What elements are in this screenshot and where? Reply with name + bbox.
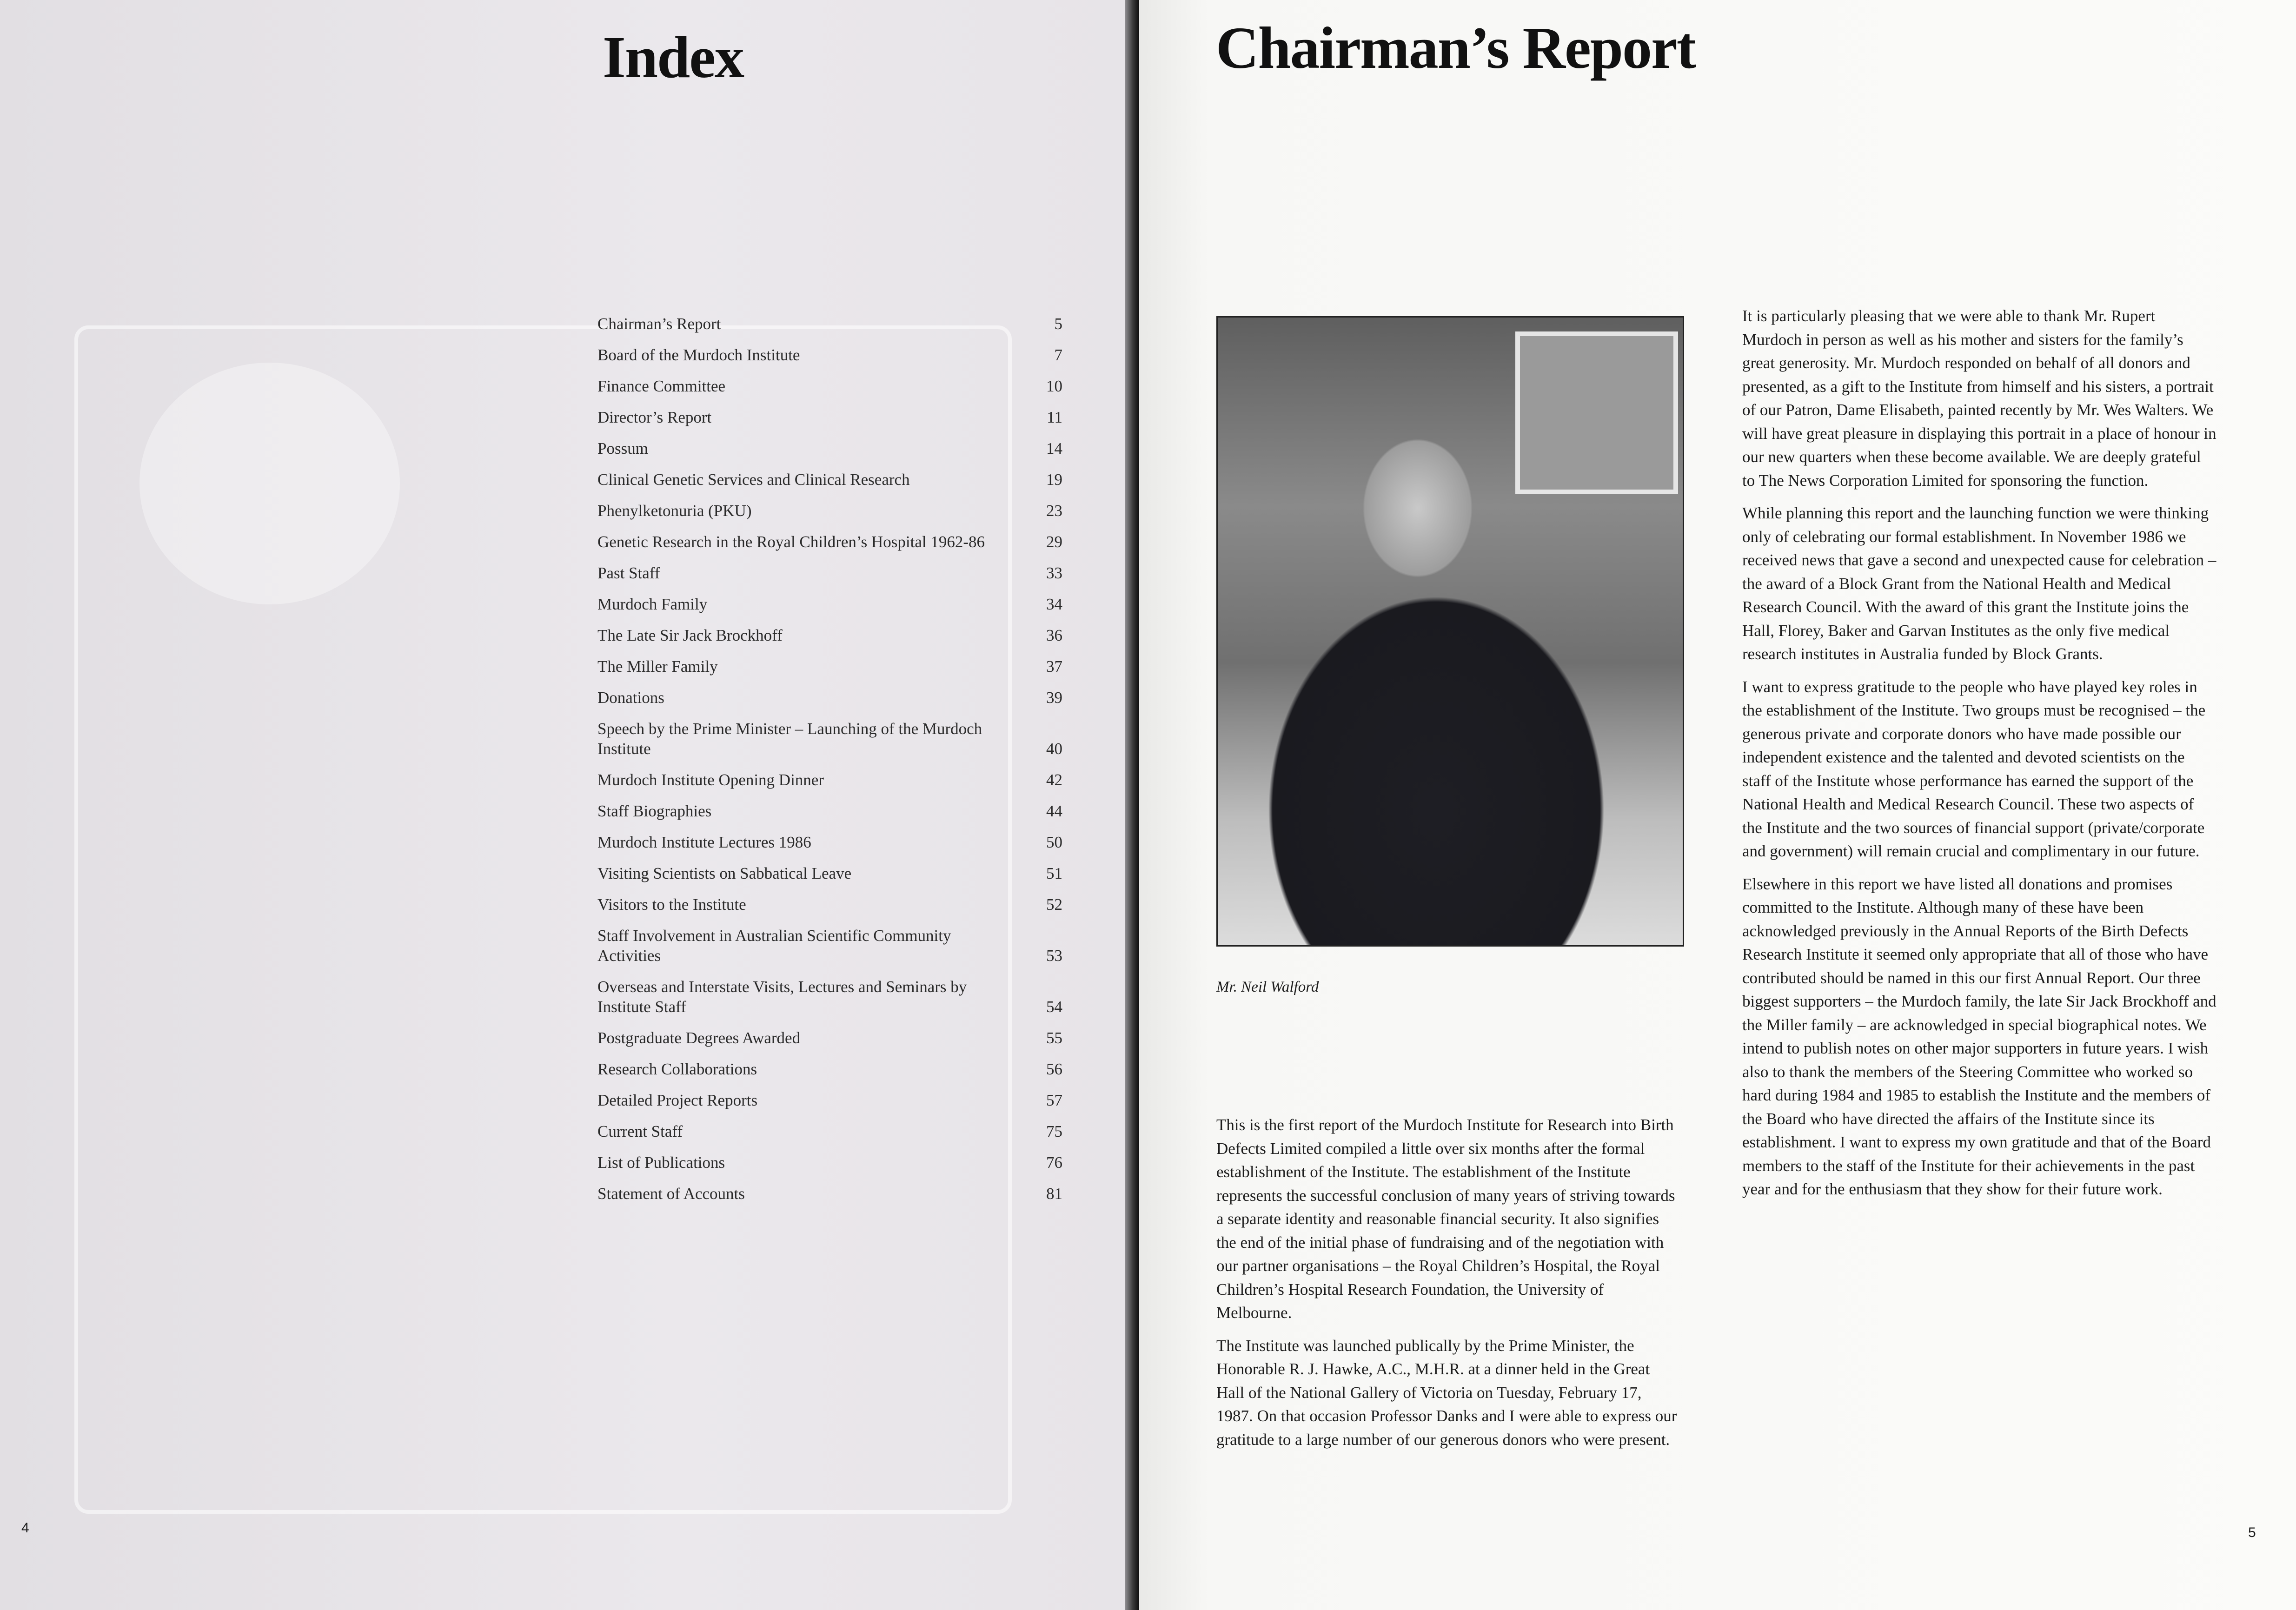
toc-entry-page: 5 <box>1054 315 1062 333</box>
paragraph: I want to express gratitude to the people who have played key roles in the establishment of the Institute. Two groups must be recognised – the generous private and corporate donors who have made possible our independent existence and the talented and devoted scientists on the staff of the Institute whose performance has earned the support of the National Health and Medical Research Council. These two aspects of the Institute and the two sources of financial support (private/corporate and government) will remain crucial and complimentary in our future. <box>1742 677 2206 860</box>
toc-entry <box>597 1090 1062 1110</box>
toc-entry <box>597 470 1062 490</box>
book-spine <box>1125 0 1139 1610</box>
toc-entry-title: Murdoch Institute Lectures 1986 <box>597 833 811 851</box>
toc-entry <box>597 563 1062 583</box>
toc-entry-title: Speech by the Prime Minister – Launching of the Murdoch Institute <box>597 720 982 758</box>
toc-entry-title: Genetic Research in the Royal Children’s Hospital 1962-86 <box>597 533 985 551</box>
toc-entry-page: 23 <box>1046 502 1062 520</box>
toc-entry <box>597 894 1062 914</box>
toc-entry <box>597 719 1062 759</box>
toc-entry-title: The Late Sir Jack Brockhoff <box>597 626 783 644</box>
report-page <box>1139 0 2296 1610</box>
toc-entry-page: 53 <box>1046 947 1062 965</box>
watermark-figure <box>139 363 400 604</box>
toc-entry-page: 42 <box>1046 771 1062 789</box>
toc-entry-page: 40 <box>1046 740 1062 758</box>
toc-entry <box>597 926 1062 966</box>
toc-entry-page: 7 <box>1054 346 1062 364</box>
toc-entry <box>597 801 1062 821</box>
toc-entry-title: Postgraduate Degrees Awarded <box>597 1029 801 1047</box>
toc-entry-page: 81 <box>1046 1185 1062 1203</box>
toc-entry <box>597 1121 1062 1141</box>
paragraph: This is the first report of the Murdoch Institute for Research into Birth Defects Limited compiled a little over six months after the formal establishment of the Institute. The establishment of the Institute represents the successful conclusion of many years of striving towards a separate identity and reasonable financial security. It also signifies the end of the initial phase of fundraising and of the negotiation with our partner organisations – the Royal Children’s Hospital, the Royal Children’s Hospital Research Foundation, the University of Melbourne. <box>1216 1116 1675 1322</box>
toc-entry-title: Murdoch Family <box>597 595 708 613</box>
toc-entry-title: Clinical Genetic Services and Clinical Research <box>597 470 910 489</box>
toc-entry-title: Board of the Murdoch Institute <box>597 346 800 364</box>
page-number-left: 4 <box>21 1520 29 1536</box>
paragraph: It is particularly pleasing that we were able to thank Mr. Rupert Murdoch in person as well as his mother and sisters for the family’s great generosity. Mr. Murdoch responded on behalf of all donors and presented, as a gift to the Institute from himself and his sisters, a portrait of our Patron, Dame Elisabeth, painted recently by Mr. Wes Walters. We will have great pleasure in displaying this portrait in a place of honour in our new quarters when these become available. We are deeply grateful to The News Corporation Limited for sponsoring the function. <box>1742 307 2216 490</box>
toc-entry-title: Finance Committee <box>597 377 726 395</box>
toc-entry-title: Statement of Accounts <box>597 1185 745 1203</box>
toc-entry-title: Staff Involvement in Australian Scientific Community Activities <box>597 927 951 965</box>
wall-picture-frame <box>1515 331 1678 494</box>
toc-entry-page: 29 <box>1046 533 1062 551</box>
text-column-left <box>1216 1113 1681 1461</box>
toc-entry <box>597 1028 1062 1048</box>
paragraph: The Institute was launched publically by the Prime Minister, the Honorable R. J. Hawke, A.C., M.H.R. at a dinner held in the Great Hall of the National Gallery of Victoria on Tuesday, February 17, 1987. On that occasion Professor Danks and I were able to express our gratitude to a large number of our generous donors who were present. <box>1216 1336 1677 1449</box>
toc-entry-page: 37 <box>1046 657 1062 676</box>
toc-entry-page: 39 <box>1046 689 1062 707</box>
toc-entry-title: Murdoch Institute Opening Dinner <box>597 771 824 789</box>
text-column-right <box>1742 305 2216 1211</box>
toc-entry <box>597 625 1062 645</box>
toc-entry-title: Past Staff <box>597 564 660 582</box>
toc-entry-page: 36 <box>1046 626 1062 644</box>
toc-entry <box>597 770 1062 790</box>
report-title: Chairman’s Report <box>1216 15 1696 81</box>
toc-entry <box>597 1059 1062 1079</box>
toc-entry-page: 10 <box>1046 377 1062 395</box>
toc-entry-page: 57 <box>1046 1091 1062 1109</box>
toc-entry-title: Detailed Project Reports <box>597 1091 758 1109</box>
toc-entry-page: 76 <box>1046 1153 1062 1172</box>
toc-entry-page: 55 <box>1046 1029 1062 1047</box>
toc-entry-title: Overseas and Interstate Visits, Lectures and Seminars by Institute Staff <box>597 978 967 1016</box>
paragraph: While planning this report and the launching function we were thinking only of celebrating our formal establishment. In November 1986 we received news that gave a second and unexpected cause for celebration – the award of a Block Grant from the National Health and Medical Research Council. With the award of this grant the Institute joins the Hall, Florey, Baker and Garvan Institutes as the only five medical research institutes in Australia funded by Block Grants. <box>1742 504 2216 663</box>
index-title: Index <box>603 24 743 90</box>
photo-caption: Mr. Neil Walford <box>1216 979 1319 995</box>
toc-entry-page: 11 <box>1047 408 1062 426</box>
toc-entry <box>597 688 1062 708</box>
toc-entry-page: 44 <box>1046 802 1062 820</box>
toc-entry-page: 52 <box>1046 895 1062 914</box>
toc-entry-title: Possum <box>597 439 648 457</box>
toc-entry <box>597 832 1062 852</box>
page-number-right: 5 <box>2248 1525 2256 1540</box>
table-of-contents <box>597 314 1062 1215</box>
toc-entry-title: Visitors to the Institute <box>597 895 746 914</box>
toc-entry-page: 50 <box>1046 833 1062 851</box>
toc-entry-title: The Miller Family <box>597 657 718 676</box>
toc-entry <box>597 438 1062 458</box>
toc-entry-title: Visiting Scientists on Sabbatical Leave <box>597 864 852 882</box>
toc-entry-page: 51 <box>1046 864 1062 882</box>
toc-entry <box>597 1184 1062 1204</box>
toc-entry-page: 54 <box>1046 998 1062 1016</box>
toc-entry <box>597 1153 1062 1173</box>
toc-entry-title: Phenylketonuria (PKU) <box>597 502 752 520</box>
toc-entry-title: List of Publications <box>597 1153 725 1172</box>
toc-entry-title: Donations <box>597 689 664 707</box>
index-page <box>0 0 1125 1610</box>
toc-entry-title: Director’s Report <box>597 408 712 426</box>
toc-entry <box>597 345 1062 365</box>
toc-entry <box>597 863 1062 883</box>
paragraph: Elsewhere in this report we have listed all donations and promises committed to the Institute. Although many of these have been acknowledged previously in the Annual Reports of the Birth Defects Research Institute it seemed only appropriate that all of those who have contributed should be named in this our first Annual Report. Our three biggest supporters – the Murdoch family, the late Sir Jack Brockhoff and the Miller family – are acknowledged in special biographical notes. We intend to publish notes on other major supporters in future years. I wish also to thank the members of the Steering Committee who worked so hard during 1984 and 1985 to establish the Institute and the members of the Board who have directed the affairs of the Institute since its establishment. I want to express my own gratitude and that of the Board members to the staff of the Institute for their achievements in the past year and for the enthusiasm that they show for their future work. <box>1742 875 2216 1198</box>
toc-entry <box>597 407 1062 427</box>
toc-entry-title: Current Staff <box>597 1122 683 1140</box>
toc-entry <box>597 594 1062 614</box>
toc-entry <box>597 376 1062 396</box>
toc-entry-title: Staff Biographies <box>597 802 712 820</box>
toc-entry <box>597 977 1062 1017</box>
toc-entry-page: 75 <box>1046 1122 1062 1140</box>
toc-entry <box>597 656 1062 676</box>
toc-entry <box>597 532 1062 552</box>
toc-entry-page: 56 <box>1046 1060 1062 1078</box>
toc-entry-title: Chairman’s Report <box>597 315 721 333</box>
toc-entry <box>597 501 1062 521</box>
toc-entry-page: 34 <box>1046 595 1062 613</box>
portrait-photo <box>1216 316 1684 947</box>
toc-entry <box>597 314 1062 334</box>
toc-entry-page: 14 <box>1046 439 1062 457</box>
toc-entry-page: 19 <box>1046 470 1062 489</box>
toc-entry-title: Research Collaborations <box>597 1060 757 1078</box>
toc-entry-page: 33 <box>1046 564 1062 582</box>
